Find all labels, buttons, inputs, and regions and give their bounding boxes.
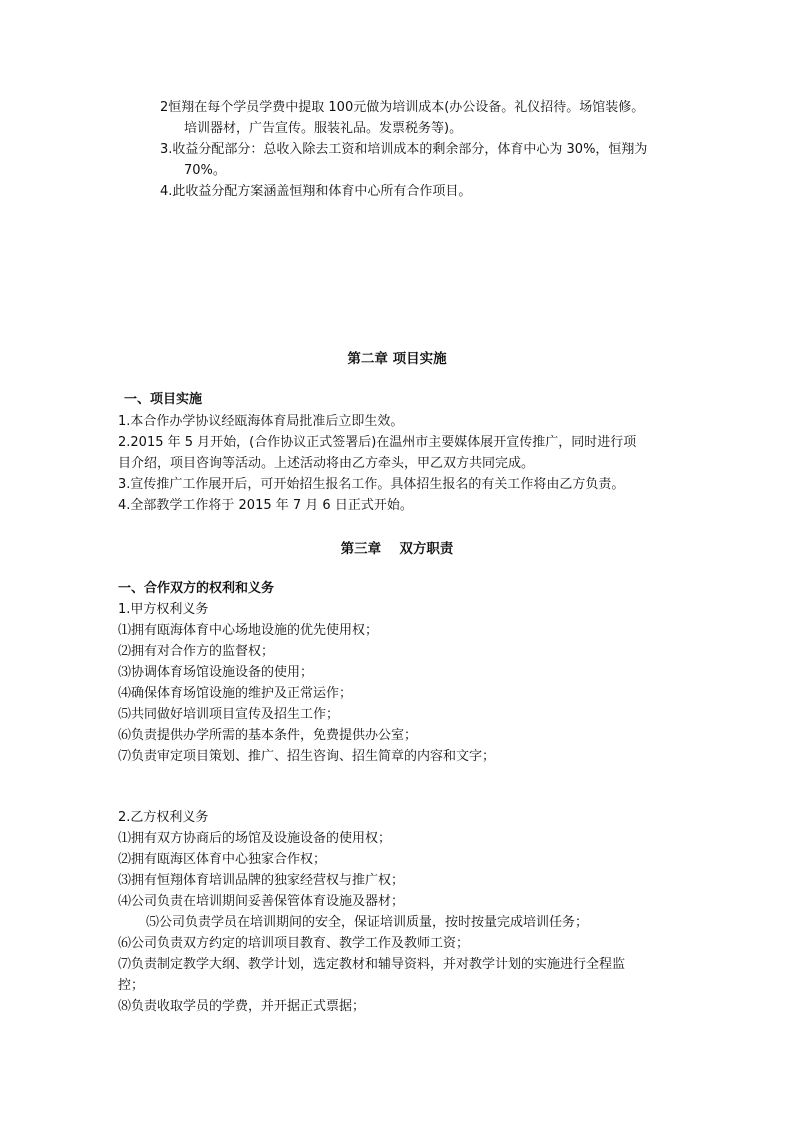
party-b-item-6: ⑹公司负责双方约定的培训项目教育、教学工作及教师工资； <box>118 936 470 951</box>
chapter-2-line-1: 1.本合作办学协议经瓯海体育局批准后立即生效。 <box>118 414 404 429</box>
income-item-2: 2恒翔在每个学员学费中提取 100元做为培训成本(办公设备。礼仪招待。场馆装修。 <box>160 100 645 115</box>
party-a-item-7: ⑺负责审定项目策划、推广、招生咨询、招生简章的内容和文字； <box>118 749 496 764</box>
chapter-2-line-4: 3.宣传推广工作展开后，可开始招生报名工作。具体招生报名的有关工作将由乙方负责。 <box>118 477 625 492</box>
chapter-2-line-5: 4.全部教学工作将于 2015 年 7 月 6 日正式开始。 <box>118 498 413 513</box>
party-b-heading: 2.乙方权利义务 <box>118 810 209 825</box>
party-b-item-3: ⑶拥有恒翔体育培训品牌的独家经营权与推广权； <box>118 873 405 888</box>
party-b-item-7: ⑺负责制定教学大纲、教学计划，选定教材和辅导资料，并对教学计划的实施进行全程监 <box>118 957 626 972</box>
party-a-heading: 1.甲方权利义务 <box>118 602 209 617</box>
party-b-item-1: ⑴拥有双方协商后的场馆及设施设备的使用权； <box>118 831 392 846</box>
party-a-item-1: ⑴拥有瓯海体育中心场地设施的优先使用权； <box>118 623 379 638</box>
chapter-2-line-3: 目介绍，项目咨询等活动。上述活动将由乙方牵头，甲乙双方共同完成。 <box>118 456 535 471</box>
chapter-2-title: 第二章 项目实施 <box>347 351 447 367</box>
party-a-item-4: ⑷确保体育场馆设施的维护及正常运作； <box>118 686 353 701</box>
income-item-2-cont: 培训器材，广告宣传。服装礼品。发票税务等)。 <box>184 121 463 136</box>
party-b-item-2: ⑵拥有瓯海区体育中心独家合作权； <box>118 852 327 867</box>
chapter-2-section-heading: 一、项目实施 <box>124 392 203 407</box>
income-item-3: 3.收益分配部分：总收入除去工资和培训成本的剩余部分，体育中心为 30%，恒翔为 <box>160 142 648 157</box>
party-a-item-6: ⑹负责提供办学所需的基本条件，免费提供办公室； <box>118 728 418 743</box>
party-b-item-8: ⑻负责收取学员的学费，并开据正式票据； <box>118 999 366 1014</box>
party-b-item-7-cont: 控； <box>118 978 145 993</box>
party-b-item-5: ⑸公司负责学员在培训期间的安全，保证培训质量，按时按量完成培训任务； <box>146 915 589 930</box>
income-item-4: 4.此收益分配方案涵盖恒翔和体育中心所有合作项目。 <box>160 184 472 199</box>
chapter-3-section-heading: 一、合作双方的权利和义务 <box>118 581 275 596</box>
income-item-3-cont: 70%。 <box>184 163 226 178</box>
party-a-item-5: ⑸共同做好培训项目宣传及招生工作； <box>118 707 340 722</box>
party-b-item-4: ⑷公司负责在培训期间妥善保管体育设施及器材； <box>118 894 405 909</box>
party-a-item-2: ⑵拥有对合作方的监督权； <box>118 644 275 659</box>
chapter-3-title: 第三章 双方职责 <box>340 541 454 557</box>
chapter-2-line-2: 2.2015 年 5 月开始，(合作协议正式签署后)在温州市主要媒体展开宣传推广，同时进行项 <box>118 435 637 450</box>
party-a-item-3: ⑶协调体育场馆设施设备的使用； <box>118 665 314 680</box>
